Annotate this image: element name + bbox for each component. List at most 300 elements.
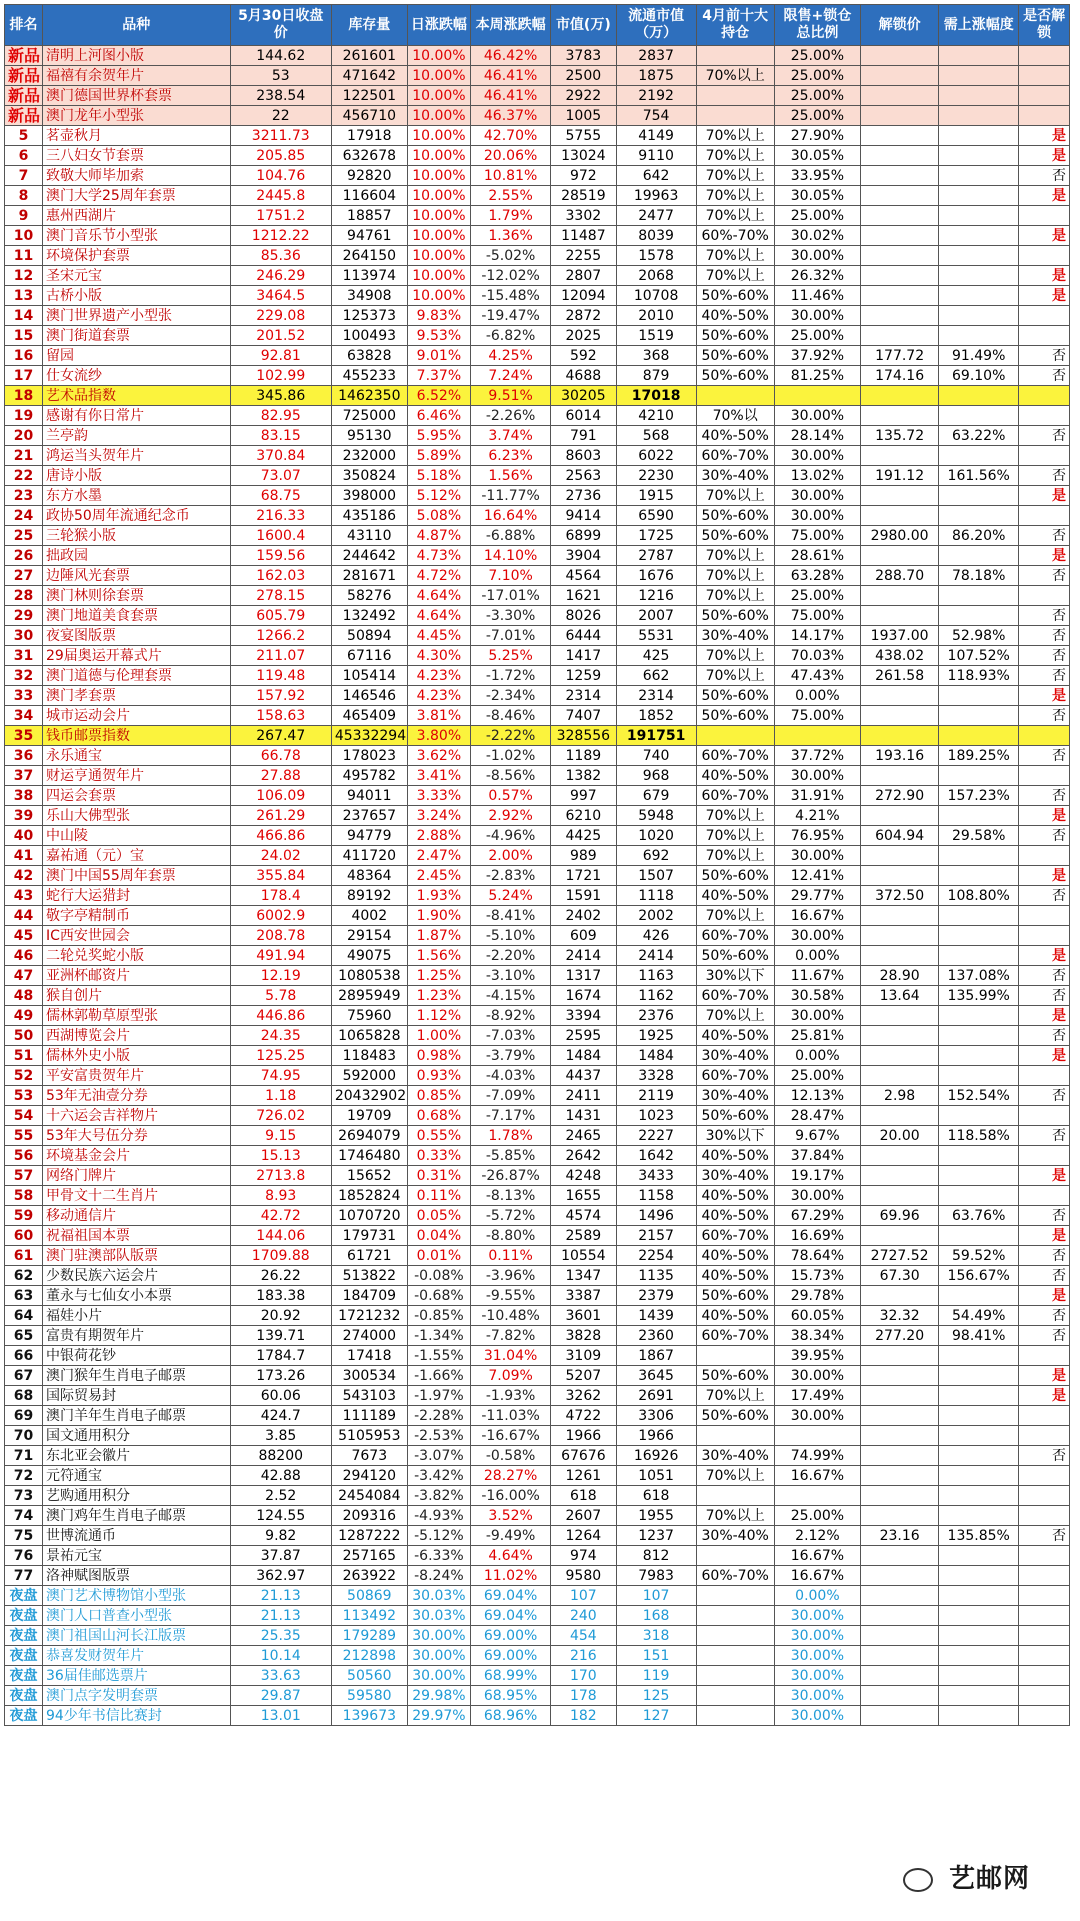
- cell-float-value: 2002: [616, 906, 696, 926]
- table-row: [5, 766, 1070, 786]
- cell-rank: 71: [5, 1446, 43, 1466]
- column-header: 品种: [42, 5, 230, 46]
- cell-close-price: 1784.7: [230, 1346, 331, 1366]
- cell-name: 恭喜发财贺年片: [42, 1646, 230, 1666]
- cell-top10-holding: [696, 1586, 774, 1606]
- cell-rank: 65: [5, 1326, 43, 1346]
- cell-lock-ratio: 74.99%: [774, 1446, 860, 1466]
- cell-stock: 264150: [331, 246, 407, 266]
- cell-name: 夜宴图版票: [42, 626, 230, 646]
- cell-close-price: 1212.22: [230, 226, 331, 246]
- table-row: [5, 1146, 1070, 1166]
- cell-week-change: -8.92%: [471, 1006, 551, 1026]
- cell-lock-ratio: [774, 1426, 860, 1446]
- cell-unlocked: 是: [1019, 486, 1070, 506]
- cell-rank: 夜盘: [5, 1646, 43, 1666]
- cell-rank: 18: [5, 386, 43, 406]
- cell-unlocked: 否: [1019, 346, 1070, 366]
- cell-week-change: 6.23%: [471, 446, 551, 466]
- cell-required-rise: 91.49%: [939, 346, 1019, 366]
- cell-unlocked: [1019, 306, 1070, 326]
- cell-lock-ratio: 25.00%: [774, 1506, 860, 1526]
- table-row: [5, 506, 1070, 526]
- cell-name: 儒林郭勒草原型张: [42, 1006, 230, 1026]
- table-row: [5, 686, 1070, 706]
- cell-day-change: -0.08%: [407, 1266, 470, 1286]
- cell-name: 澳门大学25周年套票: [42, 186, 230, 206]
- cell-market-value: 12094: [551, 286, 616, 306]
- cell-float-value: 6590: [616, 506, 696, 526]
- cell-lock-ratio: 39.95%: [774, 1346, 860, 1366]
- cell-stock: 146546: [331, 686, 407, 706]
- cell-week-change: -5.02%: [471, 246, 551, 266]
- cell-week-change: -3.10%: [471, 966, 551, 986]
- cell-lock-ratio: 30.58%: [774, 986, 860, 1006]
- cell-rank: 69: [5, 1406, 43, 1426]
- table-row: [5, 1486, 1070, 1506]
- cell-stock: 100493: [331, 326, 407, 346]
- cell-top10-holding: 70%以上: [696, 246, 774, 266]
- cell-float-value: 2360: [616, 1326, 696, 1346]
- cell-float-value: 5948: [616, 806, 696, 826]
- cell-unlocked: [1019, 86, 1070, 106]
- cell-stock: 113492: [331, 1606, 407, 1626]
- cell-float-value: 2691: [616, 1386, 696, 1406]
- cell-day-change: 5.18%: [407, 466, 470, 486]
- cell-required-rise: [939, 1566, 1019, 1586]
- cell-unlock-price: [861, 1226, 939, 1246]
- cell-name: 西湖博览会片: [42, 1026, 230, 1046]
- cell-rank: 27: [5, 566, 43, 586]
- cell-close-price: 1.18: [230, 1086, 331, 1106]
- cell-top10-holding: 40%-50%: [696, 306, 774, 326]
- table-row: [5, 46, 1070, 66]
- cell-close-price: 42.88: [230, 1466, 331, 1486]
- cell-day-change: 0.55%: [407, 1126, 470, 1146]
- cell-close-price: 1600.4: [230, 526, 331, 546]
- table-row: [5, 226, 1070, 246]
- cell-required-rise: [939, 1466, 1019, 1486]
- cell-rank: 夜盘: [5, 1586, 43, 1606]
- cell-close-price: 37.87: [230, 1546, 331, 1566]
- cell-market-value: 6899: [551, 526, 616, 546]
- cell-top10-holding: 40%-50%: [696, 1306, 774, 1326]
- cell-required-rise: [939, 306, 1019, 326]
- cell-rank: 39: [5, 806, 43, 826]
- cell-required-rise: [939, 66, 1019, 86]
- cell-unlock-price: [861, 706, 939, 726]
- table-row: [5, 526, 1070, 546]
- cell-unlock-price: 193.16: [861, 746, 939, 766]
- cell-lock-ratio: 30.00%: [774, 1406, 860, 1426]
- cell-day-change: -1.55%: [407, 1346, 470, 1366]
- cell-float-value: 2230: [616, 466, 696, 486]
- cell-rank: 59: [5, 1206, 43, 1226]
- cell-name: 祝福祖国本票: [42, 1226, 230, 1246]
- cell-required-rise: [939, 606, 1019, 626]
- cell-stock: 61721: [331, 1246, 407, 1266]
- cell-float-value: 2477: [616, 206, 696, 226]
- cell-unlock-price: [861, 806, 939, 826]
- table-row: [5, 1446, 1070, 1466]
- cell-close-price: 183.38: [230, 1286, 331, 1306]
- cell-stock: 237657: [331, 806, 407, 826]
- cell-day-change: -3.82%: [407, 1486, 470, 1506]
- cell-unlock-price: [861, 1646, 939, 1666]
- cell-rank: 7: [5, 166, 43, 186]
- cell-top10-holding: 70%以上: [696, 1506, 774, 1526]
- cell-rank: 75: [5, 1526, 43, 1546]
- cell-week-change: 2.92%: [471, 806, 551, 826]
- table-row: [5, 1286, 1070, 1306]
- cell-unlock-price: [861, 206, 939, 226]
- cell-market-value: 1382: [551, 766, 616, 786]
- cell-required-rise: [939, 1166, 1019, 1186]
- cell-unlocked: [1019, 1606, 1070, 1626]
- cell-required-rise: 137.08%: [939, 966, 1019, 986]
- cell-top10-holding: [696, 1426, 774, 1446]
- cell-stock: 89192: [331, 886, 407, 906]
- cell-day-change: 10.00%: [407, 286, 470, 306]
- table-row: [5, 466, 1070, 486]
- cell-float-value: 1020: [616, 826, 696, 846]
- cell-top10-holding: [696, 1486, 774, 1506]
- cell-lock-ratio: 25.00%: [774, 66, 860, 86]
- cell-week-change: 7.10%: [471, 566, 551, 586]
- cell-lock-ratio: 30.00%: [774, 1366, 860, 1386]
- cell-lock-ratio: [774, 726, 860, 746]
- cell-lock-ratio: 30.00%: [774, 446, 860, 466]
- cell-day-change: 10.00%: [407, 86, 470, 106]
- cell-top10-holding: [696, 46, 774, 66]
- cell-rank: 22: [5, 466, 43, 486]
- cell-unlock-price: [861, 406, 939, 426]
- cell-required-rise: [939, 246, 1019, 266]
- cell-required-rise: [939, 1666, 1019, 1686]
- cell-unlock-price: [861, 186, 939, 206]
- cell-required-rise: [939, 1346, 1019, 1366]
- cell-market-value: 1655: [551, 1186, 616, 1206]
- cell-float-value: 2376: [616, 1006, 696, 1026]
- cell-top10-holding: 50%-60%: [696, 1406, 774, 1426]
- cell-rank: 68: [5, 1386, 43, 1406]
- table-row: [5, 286, 1070, 306]
- cell-day-change: 0.01%: [407, 1246, 470, 1266]
- cell-top10-holding: [696, 1626, 774, 1646]
- cell-rank: 31: [5, 646, 43, 666]
- cell-market-value: 9414: [551, 506, 616, 526]
- table-row: [5, 806, 1070, 826]
- cell-day-change: 5.08%: [407, 506, 470, 526]
- cell-stock: 139673: [331, 1706, 407, 1726]
- cell-top10-holding: 60%-70%: [696, 1566, 774, 1586]
- cell-name: 四运会套票: [42, 786, 230, 806]
- cell-unlocked: [1019, 1646, 1070, 1666]
- cell-stock: 398000: [331, 486, 407, 506]
- cell-top10-holding: [696, 1666, 774, 1686]
- cell-name: 福娃小片: [42, 1306, 230, 1326]
- cell-unlocked: 否: [1019, 1206, 1070, 1226]
- cell-market-value: 3783: [551, 46, 616, 66]
- cell-rank: 37: [5, 766, 43, 786]
- table-row: [5, 86, 1070, 106]
- cell-rank: 70: [5, 1426, 43, 1446]
- cell-close-price: 25.35: [230, 1626, 331, 1646]
- cell-top10-holding: 60%-70%: [696, 1066, 774, 1086]
- cell-unlock-price: 28.90: [861, 966, 939, 986]
- cell-week-change: 1.36%: [471, 226, 551, 246]
- cell-float-value: 3433: [616, 1166, 696, 1186]
- cell-unlock-price: [861, 66, 939, 86]
- cell-unlock-price: [861, 86, 939, 106]
- cell-day-change: 7.37%: [407, 366, 470, 386]
- cell-market-value: 1674: [551, 986, 616, 1006]
- cell-lock-ratio: 30.00%: [774, 1006, 860, 1026]
- cell-stock: 118483: [331, 1046, 407, 1066]
- cell-unlocked: 否: [1019, 786, 1070, 806]
- cell-week-change: -2.20%: [471, 946, 551, 966]
- cell-unlocked: [1019, 1106, 1070, 1126]
- cell-stock: 34908: [331, 286, 407, 306]
- cell-close-price: 726.02: [230, 1106, 331, 1126]
- cell-stock: 1462350: [331, 386, 407, 406]
- cell-market-value: 2736: [551, 486, 616, 506]
- cell-week-change: 46.42%: [471, 46, 551, 66]
- cell-rank: 24: [5, 506, 43, 526]
- cell-rank: 54: [5, 1106, 43, 1126]
- cell-rank: 夜盘: [5, 1626, 43, 1646]
- cell-close-price: 21.13: [230, 1586, 331, 1606]
- cell-rank: 29: [5, 606, 43, 626]
- cell-required-rise: 156.67%: [939, 1266, 1019, 1286]
- cell-stock: 261601: [331, 46, 407, 66]
- cell-required-rise: 161.56%: [939, 466, 1019, 486]
- cell-lock-ratio: 37.72%: [774, 746, 860, 766]
- cell-week-change: -26.87%: [471, 1166, 551, 1186]
- cell-week-change: -12.02%: [471, 266, 551, 286]
- cell-unlocked: [1019, 1666, 1070, 1686]
- cell-required-rise: [939, 1226, 1019, 1246]
- cell-rank: 17: [5, 366, 43, 386]
- cell-lock-ratio: 60.05%: [774, 1306, 860, 1326]
- cell-week-change: -16.67%: [471, 1426, 551, 1446]
- cell-day-change: -1.34%: [407, 1326, 470, 1346]
- cell-lock-ratio: 11.46%: [774, 286, 860, 306]
- cell-lock-ratio: 16.69%: [774, 1226, 860, 1246]
- cell-week-change: -3.96%: [471, 1266, 551, 1286]
- table-row: [5, 326, 1070, 346]
- cell-stock: 59580: [331, 1686, 407, 1706]
- table-row: [5, 1646, 1070, 1666]
- cell-day-change: 0.04%: [407, 1226, 470, 1246]
- cell-required-rise: [939, 106, 1019, 126]
- cell-day-change: 2.45%: [407, 866, 470, 886]
- cell-rank: 19: [5, 406, 43, 426]
- cell-float-value: 2157: [616, 1226, 696, 1246]
- table-row: [5, 926, 1070, 946]
- cell-top10-holding: 70%以上: [696, 66, 774, 86]
- cell-unlock-price: [861, 306, 939, 326]
- cell-required-rise: [939, 686, 1019, 706]
- cell-lock-ratio: 2.12%: [774, 1526, 860, 1546]
- cell-unlocked: 是: [1019, 146, 1070, 166]
- cell-top10-holding: [696, 106, 774, 126]
- table-row: [5, 486, 1070, 506]
- cell-week-change: 5.24%: [471, 886, 551, 906]
- cell-unlock-price: [861, 1506, 939, 1526]
- cell-market-value: 11487: [551, 226, 616, 246]
- cell-day-change: 1.00%: [407, 1026, 470, 1046]
- cell-stock: 257165: [331, 1546, 407, 1566]
- cell-float-value: 19963: [616, 186, 696, 206]
- cell-lock-ratio: 25.00%: [774, 86, 860, 106]
- cell-stock: 184709: [331, 1286, 407, 1306]
- cell-float-value: 8039: [616, 226, 696, 246]
- cell-market-value: 1431: [551, 1106, 616, 1126]
- table-row: [5, 1126, 1070, 1146]
- cell-close-price: 104.76: [230, 166, 331, 186]
- cell-rank: 58: [5, 1186, 43, 1206]
- cell-unlock-price: 69.96: [861, 1206, 939, 1226]
- cell-close-price: 162.03: [230, 566, 331, 586]
- cell-stock: 48364: [331, 866, 407, 886]
- cell-day-change: 4.30%: [407, 646, 470, 666]
- cell-float-value: 2119: [616, 1086, 696, 1106]
- cell-top10-holding: [696, 1706, 774, 1726]
- cell-lock-ratio: 70.03%: [774, 646, 860, 666]
- cell-stock: 2895949: [331, 986, 407, 1006]
- cell-market-value: 454: [551, 1626, 616, 1646]
- cell-unlock-price: [861, 126, 939, 146]
- cell-top10-holding: 50%-60%: [696, 326, 774, 346]
- cell-day-change: 10.00%: [407, 246, 470, 266]
- cell-week-change: -15.48%: [471, 286, 551, 306]
- cell-unlocked: [1019, 1426, 1070, 1446]
- cell-float-value: 107: [616, 1586, 696, 1606]
- cell-float-value: 2227: [616, 1126, 696, 1146]
- cell-required-rise: [939, 1106, 1019, 1126]
- cell-name: 东北亚会徽片: [42, 1446, 230, 1466]
- cell-day-change: 10.00%: [407, 166, 470, 186]
- cell-day-change: 0.68%: [407, 1106, 470, 1126]
- cell-name: 29届奥运开幕式片: [42, 646, 230, 666]
- cell-rank: 8: [5, 186, 43, 206]
- cell-market-value: 3904: [551, 546, 616, 566]
- cell-market-value: 4248: [551, 1166, 616, 1186]
- cell-close-price: 238.54: [230, 86, 331, 106]
- cell-name: 94少年书信比赛封: [42, 1706, 230, 1726]
- cell-week-change: -4.96%: [471, 826, 551, 846]
- cell-required-rise: 107.52%: [939, 646, 1019, 666]
- cell-unlocked: [1019, 1546, 1070, 1566]
- cell-top10-holding: 60%-70%: [696, 746, 774, 766]
- cell-name: 亚洲杯邮资片: [42, 966, 230, 986]
- cell-unlocked: [1019, 906, 1070, 926]
- cell-lock-ratio: 16.67%: [774, 906, 860, 926]
- cell-required-rise: 86.20%: [939, 526, 1019, 546]
- cell-float-value: 1507: [616, 866, 696, 886]
- cell-unlock-price: [861, 106, 939, 126]
- cell-stock: 122501: [331, 86, 407, 106]
- cell-market-value: 3601: [551, 1306, 616, 1326]
- cell-close-price: 24.35: [230, 1026, 331, 1046]
- cell-day-change: 30.00%: [407, 1666, 470, 1686]
- cell-stock: 513822: [331, 1266, 407, 1286]
- cell-unlock-price: 32.32: [861, 1306, 939, 1326]
- cell-week-change: -4.15%: [471, 986, 551, 1006]
- cell-lock-ratio: 30.00%: [774, 1686, 860, 1706]
- cell-stock: 18857: [331, 206, 407, 226]
- cell-stock: 178023: [331, 746, 407, 766]
- cell-week-change: -5.10%: [471, 926, 551, 946]
- cell-required-rise: 69.10%: [939, 366, 1019, 386]
- cell-market-value: 5755: [551, 126, 616, 146]
- cell-lock-ratio: 30.00%: [774, 306, 860, 326]
- cell-rank: 15: [5, 326, 43, 346]
- cell-close-price: 355.84: [230, 866, 331, 886]
- cell-unlocked: [1019, 386, 1070, 406]
- cell-name: 永乐通宝: [42, 746, 230, 766]
- cell-market-value: 1417: [551, 646, 616, 666]
- cell-lock-ratio: [774, 386, 860, 406]
- cell-stock: 67116: [331, 646, 407, 666]
- cell-required-rise: 118.93%: [939, 666, 1019, 686]
- cell-required-rise: [939, 1366, 1019, 1386]
- cell-close-price: 2713.8: [230, 1166, 331, 1186]
- cell-market-value: 2414: [551, 946, 616, 966]
- cell-week-change: -8.56%: [471, 766, 551, 786]
- cell-unlocked: [1019, 1506, 1070, 1526]
- cell-week-change: -19.47%: [471, 306, 551, 326]
- cell-required-rise: [939, 906, 1019, 926]
- cell-close-price: 139.71: [230, 1326, 331, 1346]
- cell-name: 唐诗小版: [42, 466, 230, 486]
- cell-unlock-price: 438.02: [861, 646, 939, 666]
- table-row: [5, 986, 1070, 1006]
- cell-name: 留园: [42, 346, 230, 366]
- cell-required-rise: [939, 1186, 1019, 1206]
- cell-float-value: 1135: [616, 1266, 696, 1286]
- cell-day-change: -4.93%: [407, 1506, 470, 1526]
- cell-unlock-price: [861, 546, 939, 566]
- cell-week-change: 11.02%: [471, 1566, 551, 1586]
- cell-float-value: 679: [616, 786, 696, 806]
- cell-top10-holding: 30%-40%: [696, 1086, 774, 1106]
- cell-unlock-price: 272.90: [861, 786, 939, 806]
- cell-lock-ratio: 17.49%: [774, 1386, 860, 1406]
- table-row: [5, 566, 1070, 586]
- cell-day-change: -2.28%: [407, 1406, 470, 1426]
- cell-lock-ratio: 30.00%: [774, 1646, 860, 1666]
- cell-required-rise: 59.52%: [939, 1246, 1019, 1266]
- table-row: [5, 1206, 1070, 1226]
- table-row: [5, 606, 1070, 626]
- cell-market-value: 10554: [551, 1246, 616, 1266]
- cell-top10-holding: 50%-60%: [696, 706, 774, 726]
- cell-required-rise: [939, 286, 1019, 306]
- cell-unlock-price: 20.00: [861, 1126, 939, 1146]
- cell-week-change: -6.88%: [471, 526, 551, 546]
- cell-stock: 43110: [331, 526, 407, 546]
- cell-close-price: 491.94: [230, 946, 331, 966]
- cell-rank: 新品: [5, 106, 43, 126]
- cell-rank: 40: [5, 826, 43, 846]
- cell-rank: 16: [5, 346, 43, 366]
- cell-day-change: -6.33%: [407, 1546, 470, 1566]
- cell-week-change: 5.25%: [471, 646, 551, 666]
- cell-week-change: 14.10%: [471, 546, 551, 566]
- table-row: [5, 1106, 1070, 1126]
